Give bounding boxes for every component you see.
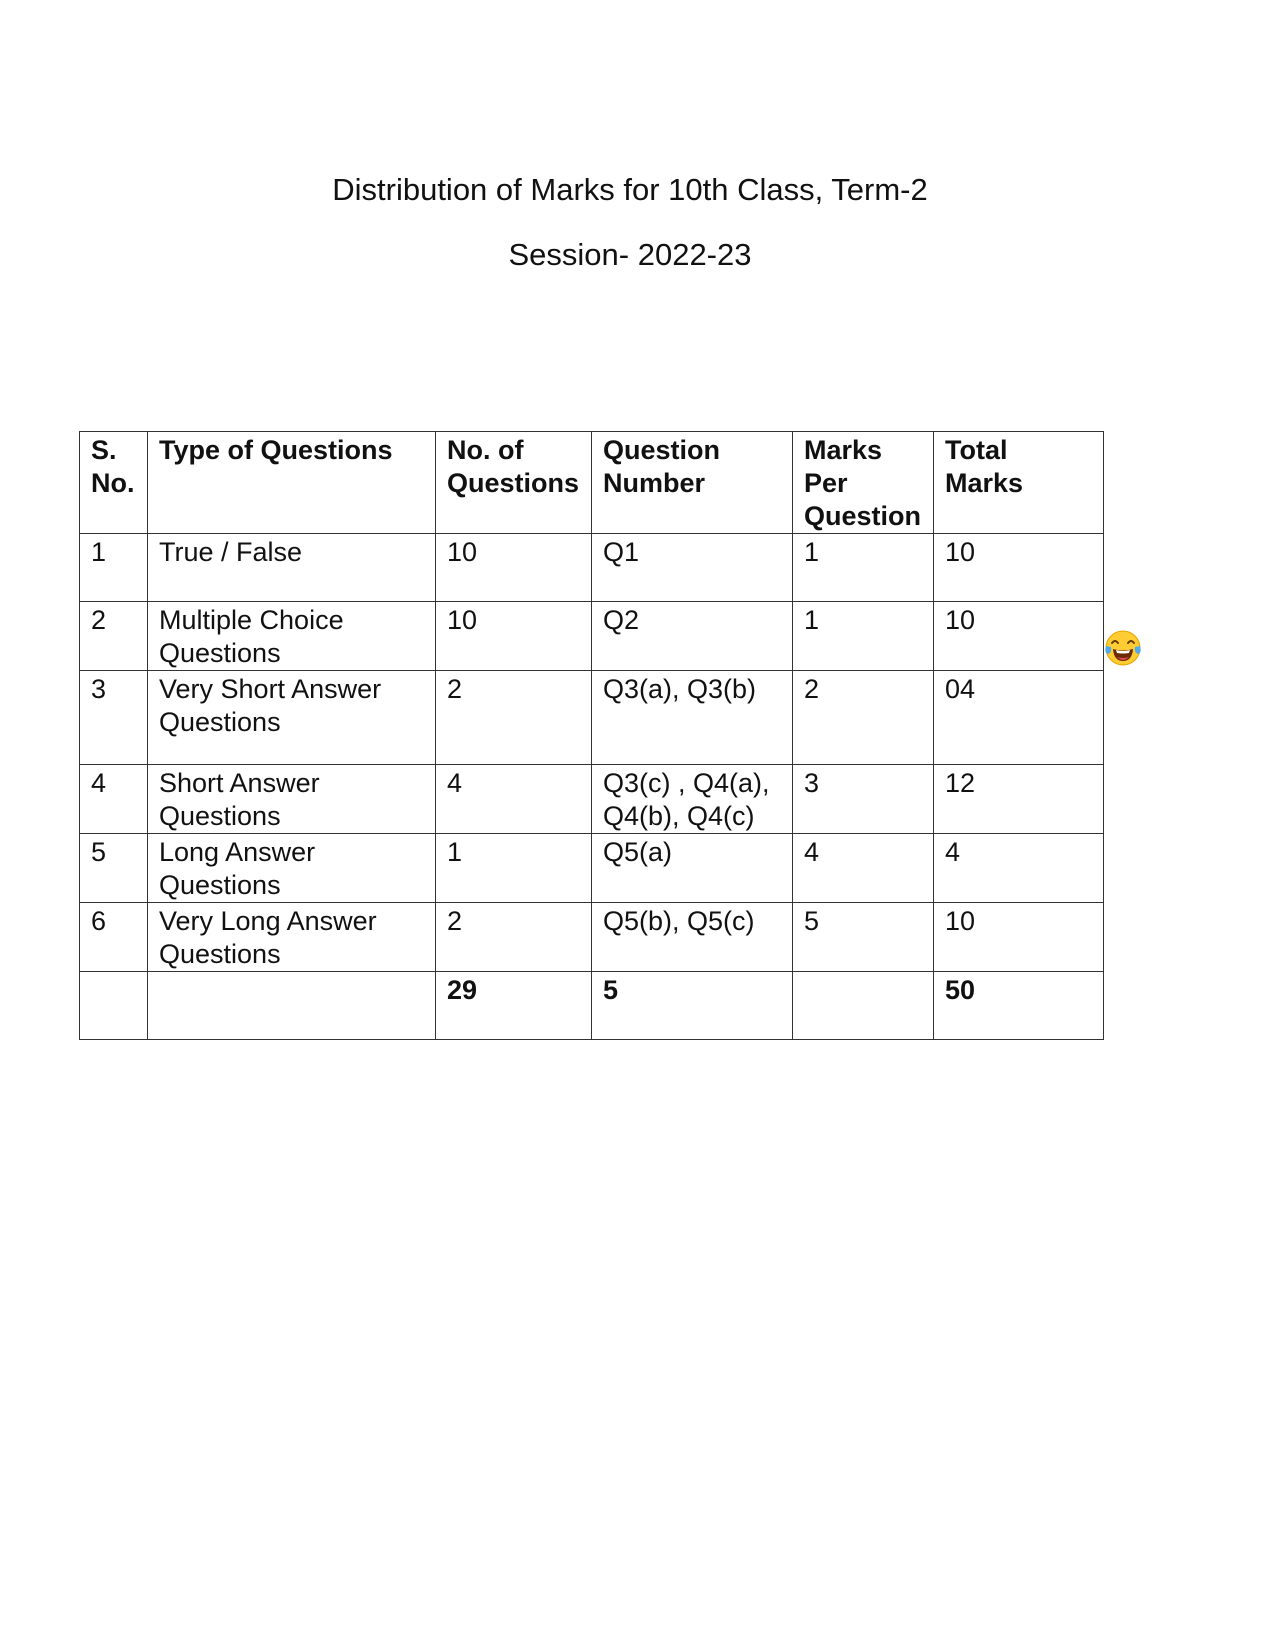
- cell-type: Very Short Answer Questions: [148, 671, 436, 765]
- total-num-questions: 29: [436, 972, 592, 1040]
- table-row: [80, 834, 1104, 903]
- table-row: [80, 765, 1104, 834]
- face-with-tears-of-joy-icon: [1103, 628, 1143, 668]
- cell-num: 2: [436, 903, 592, 972]
- cell-total: 10: [934, 903, 1104, 972]
- cell-total: 10: [934, 534, 1104, 602]
- cell-qnum: Q5(a): [592, 834, 793, 903]
- cell-sno: 4: [80, 765, 148, 834]
- cell-type: Short Answer Questions: [148, 765, 436, 834]
- cell-sno: 6: [80, 903, 148, 972]
- table-row: [80, 903, 1104, 972]
- table-row: [80, 602, 1104, 671]
- table-row: [80, 534, 1104, 602]
- cell-qnum: Q5(b), Q5(c): [592, 903, 793, 972]
- cell-mpq: 3: [793, 765, 934, 834]
- cell-total: 04: [934, 671, 1104, 765]
- cell-num: 10: [436, 534, 592, 602]
- table-totals-row: [80, 972, 1104, 1040]
- header-question-number: Question Number: [592, 432, 793, 534]
- total-cell-type: [148, 972, 436, 1040]
- cell-total: 4: [934, 834, 1104, 903]
- marks-distribution-table: [79, 431, 1104, 1040]
- cell-type: True / False: [148, 534, 436, 602]
- cell-mpq: 5: [793, 903, 934, 972]
- cell-qnum: Q3(c) , Q4(a), Q4(b), Q4(c): [592, 765, 793, 834]
- header-sno: S. No.: [80, 432, 148, 534]
- cell-sno: 2: [80, 602, 148, 671]
- cell-total: 12: [934, 765, 1104, 834]
- cell-sno: 3: [80, 671, 148, 765]
- cell-total: 10: [934, 602, 1104, 671]
- cell-mpq: 1: [793, 602, 934, 671]
- cell-mpq: 2: [793, 671, 934, 765]
- cell-qnum: Q2: [592, 602, 793, 671]
- cell-type: Very Long Answer Questions: [148, 903, 436, 972]
- document-title: Distribution of Marks for 10th Class, Term-2: [332, 172, 928, 207]
- table-row: [80, 671, 1104, 765]
- header-total-marks: Total Marks: [934, 432, 1104, 534]
- cell-num: 1: [436, 834, 592, 903]
- cell-sno: 5: [80, 834, 148, 903]
- cell-type: Multiple Choice Questions: [148, 602, 436, 671]
- document-subtitle: Session- 2022-23: [508, 237, 752, 272]
- header-marks-per-question: Marks Per Question: [793, 432, 934, 534]
- cell-qnum: Q3(a), Q3(b): [592, 671, 793, 765]
- header-type: Type of Questions: [148, 432, 436, 534]
- cell-num: 2: [436, 671, 592, 765]
- cell-type: Long Answer Questions: [148, 834, 436, 903]
- cell-mpq: 1: [793, 534, 934, 602]
- cell-qnum: Q1: [592, 534, 793, 602]
- table-header-row: [80, 432, 1104, 534]
- cell-num: 10: [436, 602, 592, 671]
- header-num-questions: No. of Questions: [436, 432, 592, 534]
- cell-mpq: 4: [793, 834, 934, 903]
- total-cell-mpq: [793, 972, 934, 1040]
- total-marks: 50: [934, 972, 1104, 1040]
- total-question-number: 5: [592, 972, 793, 1040]
- total-cell-sno: [80, 972, 148, 1040]
- cell-num: 4: [436, 765, 592, 834]
- cell-sno: 1: [80, 534, 148, 602]
